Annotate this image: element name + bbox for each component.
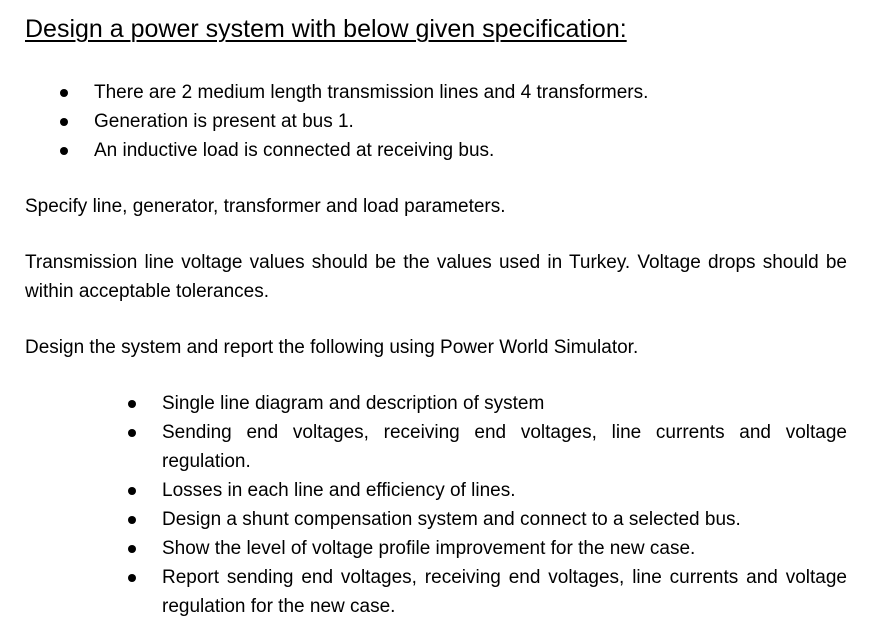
- list-item: [162, 505, 847, 534]
- list-item: [162, 418, 847, 476]
- document-title: Design a power system with below given specification:: [25, 15, 627, 43]
- list-item: [94, 78, 854, 107]
- bullet-icon: [60, 89, 68, 97]
- list-item: [162, 563, 847, 621]
- bullet-icon: [128, 429, 136, 437]
- design-instructions-paragraph: Design the system and report the following using Power World Simulator.: [25, 337, 639, 358]
- bullet-icon: [128, 487, 136, 495]
- list-item-text: Single line diagram and description of system: [162, 393, 545, 414]
- bullet-icon: [128, 545, 136, 553]
- list-item: [162, 534, 847, 563]
- list-item: [94, 107, 854, 136]
- specify-parameters-paragraph: Specify line, generator, transformer and load parameters.: [25, 196, 506, 217]
- report-requirements-list: [162, 389, 847, 621]
- list-item-text: Report sending end voltages, receiving end voltages, line currents and voltage regulation for the new case.: [162, 567, 847, 617]
- list-item-text: Show the level of voltage profile improvement for the new case.: [162, 538, 696, 559]
- list-item-text: Generation is present at bus 1.: [94, 111, 354, 132]
- list-item-text: Design a shunt compensation system and connect to a selected bus.: [162, 509, 741, 530]
- bullet-icon: [60, 118, 68, 126]
- list-item: [162, 476, 847, 505]
- list-item-text: Losses in each line and efficiency of lines.: [162, 480, 516, 501]
- bullet-icon: [128, 574, 136, 582]
- bullet-icon: [60, 147, 68, 155]
- list-item: [94, 136, 854, 165]
- voltage-requirements-paragraph: Transmission line voltage values should be the values used in Turkey. Voltage drops should be within acceptable tolerances.: [25, 252, 847, 302]
- list-item-text: Sending end voltages, receiving end voltages, line currents and voltage regulation.: [162, 422, 847, 472]
- bullet-icon: [128, 400, 136, 408]
- list-item: [162, 389, 847, 418]
- specification-list: [94, 78, 854, 165]
- list-item-text: There are 2 medium length transmission lines and 4 transformers.: [94, 82, 649, 103]
- bullet-icon: [128, 516, 136, 524]
- list-item-text: An inductive load is connected at receiving bus.: [94, 140, 495, 161]
